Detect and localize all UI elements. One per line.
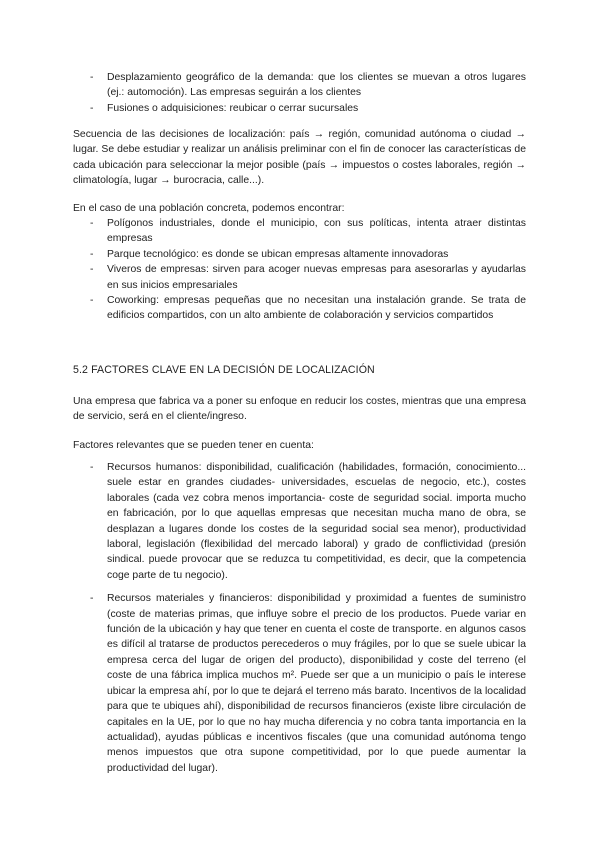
focus-paragraph: Una empresa que fabrica va a poner su enfoque en reducir los costes, mientras que una empresa de servicio, será en el cliente/ingreso. [73,396,526,423]
population-list [90,216,526,324]
bullet-dash: - [90,462,94,473]
list-item: - Recursos humanos: disponibilidad, cualificación (habilidades, formación, conocimiento... suele estar en grandes ciudades- universidades, escuelas de negocio, etc.), costes laborales (cada vez cobra menos importancia- coste de seguridad social. importa mucho en fabricación, por lo que aquellas empresas que necesitan mucha mano de obra, se desplazan a lugares donde los costes de la seguridad social sea menor), productividad laboral, legislación (flexibilidad del mercado laboral) y grado de conflictividad (presión sindical. puede provocar que se reduzca tu competitividad, es decir, que la competencia coge parte de tu negocio). [90,462,526,581]
list-item: - Fusiones o adquisiciones: reubicar o cerrar sucursales [90,101,526,116]
bullet-dash: - [90,264,94,276]
list-item: - Desplazamiento geográfico de la demanda: que los clientes se muevan a otros lugares (ej.: automoción). Las empresas seguirán a los clientes [90,72,526,99]
sequence-paragraph: Secuencia de las decisiones de localización: país → región, comunidad autónoma o ciudad → lugar. Se debe estudiar y realizar un análisis preliminar con el fin de conocer las características de cada ubicación para seleccionar la mejor posible (país → impuestos o costes laborales, región → climatología, lugar → burocracia, calle...). [73,129,526,187]
list-item: - Viveros de empresas: sirven para acoger nuevas empresas para asesorarlas y ayudarlas en sus inicios empresariales [90,264,526,291]
bullet-dash: - [90,102,94,114]
top-list [90,70,526,116]
bullet-dash: - [90,295,94,307]
bullet-dash: - [90,72,94,83]
list-item: - Coworking: empresas pequeñas que no necesitan una instalación grande. Se trata de edificios compartidos, con un alto ambiente de colaboración y servicios compartidos [90,295,526,322]
factors-list [90,460,526,776]
bullet-dash: - [90,593,94,605]
bullet-dash: - [90,218,94,229]
section-heading: 5.2 FACTORES CLAVE EN LA DECISIÓN DE LOCALIZACIÓN [73,364,375,376]
population-intro: En el caso de una población concreta, podemos encontrar: [73,203,345,214]
factors-intro: Factores relevantes que se pueden tener en cuenta: [73,440,314,451]
list-item: - Polígonos industriales, donde el municipio, con sus políticas, intenta atraer distintas empresas [90,218,526,245]
bullet-dash: - [90,248,94,260]
list-item: - Parque tecnológico: es donde se ubican empresas altamente innovadoras [90,247,526,262]
list-item: - Recursos materiales y financieros: disponibilidad y proximidad a fuentes de suministro (coste de materias primas, que influye sobre el precio de los productos. Puede variar en función de la ubicación y hay que tener en cuenta el coste de transporte. en algunos casos es difícil al tratarse de productos perecederos o muy frágiles, por lo que se suele ubicar la empresa cerca del lugar de origen del producto), disponibilidad y coste del terreno (el coste de una fábrica implica muchos m². Puede ser que a un municipio o país le interese ubicar la empresa ahí, por lo que te dejará el terreno más barato. Incentivos de la localidad para que te ubiques ahí), disponibilidad de recursos financieros (existe libre circulación de capitales en la UE, por lo que no hay mucha diferencia y no cobra tanta importancia en la actualidad), ayudas públicas e incentivos fiscales (que una comunidad autónoma tengo menos impuestos que otra supone competitividad, por lo que puede aumentar la productividad del lugar). [90,593,526,774]
